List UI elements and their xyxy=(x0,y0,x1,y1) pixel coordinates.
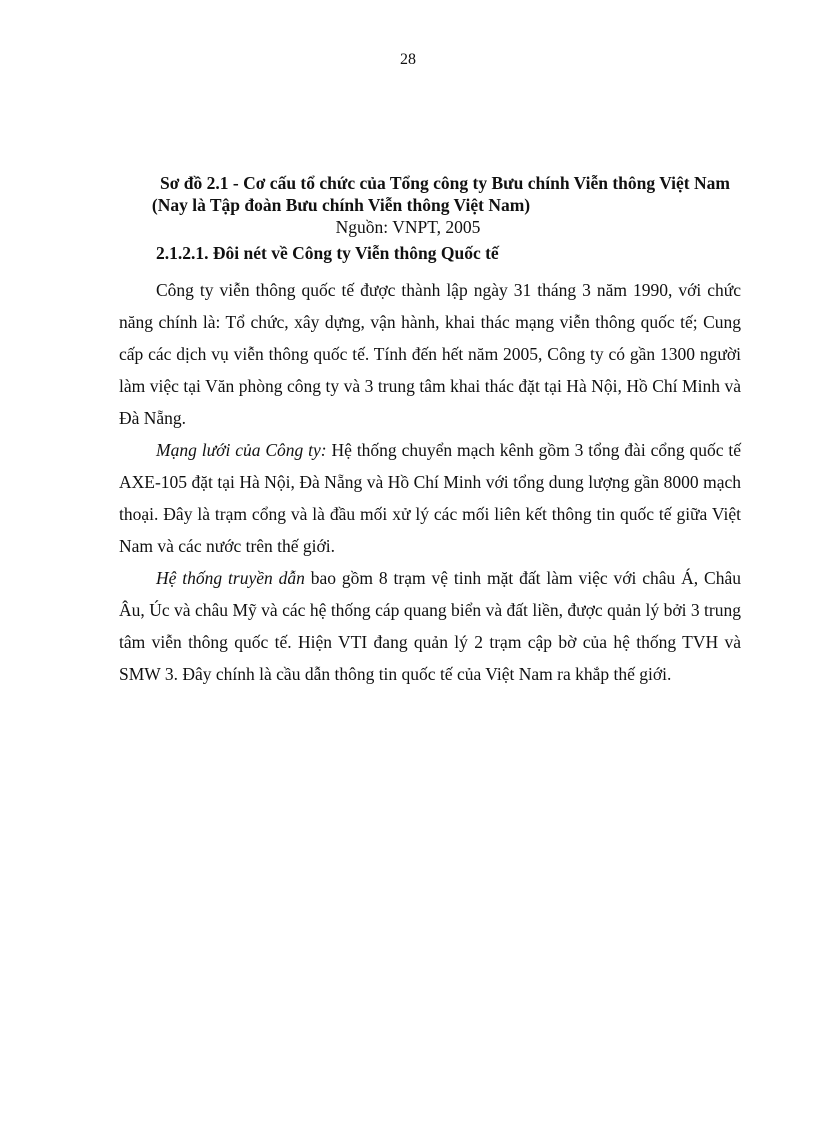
paragraph-text: bao gồm 8 trạm vệ tinh mặt đất làm việc với châu Á, Châu Âu, Úc và châu Mỹ và các hệ thống cáp quang biển và đất liền, được quản lý bởi 3 trung tâm viễn thông quốc tế. Hiện VTI đang quản lý 2 trạm cập bờ của hệ thống TVH và SMW 3. Đây chính là cầu dẫn thông tin quốc tế của Việt Nam ra khắp thế giới. xyxy=(119,568,741,684)
section-heading: 2.1.2.1. Đôi nét về Công ty Viễn thông Quốc tế xyxy=(156,243,499,263)
paragraph-lead: Hệ thống truyền dẫn xyxy=(156,568,305,588)
paragraph-transmission xyxy=(119,562,741,690)
paragraph-company-intro xyxy=(119,274,741,434)
paragraph-text: Hệ thống chuyển mạch kênh gồm 3 tổng đài cổng quốc tế AXE-105 đặt tại Hà Nội, Đà Nẵng và Hồ Chí Minh với tổng dung lượng gần 8000 mạch thoại. Đây là trạm cổng và là đầu mối xử lý các mối liên kết thông tin quốc tế giữa Việt Nam và các nước trên thế giới. xyxy=(119,440,742,556)
figure-caption-subtitle: (Nay là Tập đoàn Bưu chính Viễn thông Việt Nam) xyxy=(151,195,531,215)
paragraph-lead: Mạng lưới của Công ty: xyxy=(156,440,327,460)
paragraph-network xyxy=(119,434,741,562)
figure-caption-title: Sơ đồ 2.1 - Cơ cấu tổ chức của Tổng công ty Bưu chính Viễn thông Việt Nam xyxy=(160,173,730,193)
figure-source: Nguồn: VNPT, 2005 xyxy=(335,217,481,237)
paragraph-text: Công ty viễn thông quốc tế được thành lập ngày 31 tháng 3 năm 1990, với chức năng chính là: Tổ chức, xây dựng, vận hành, khai thác mạng viễn thông quốc tế; Cung cấp các dịch vụ viễn thông quốc tế. Tính đến hết năm 2005, Công ty có gần 1300 người làm việc tại Văn phòng công ty và 3 trung tâm khai thác đặt tại Hà Nội, Hồ Chí Minh và Đà Nẵng. xyxy=(119,280,741,428)
page-number: 28 xyxy=(400,51,416,68)
